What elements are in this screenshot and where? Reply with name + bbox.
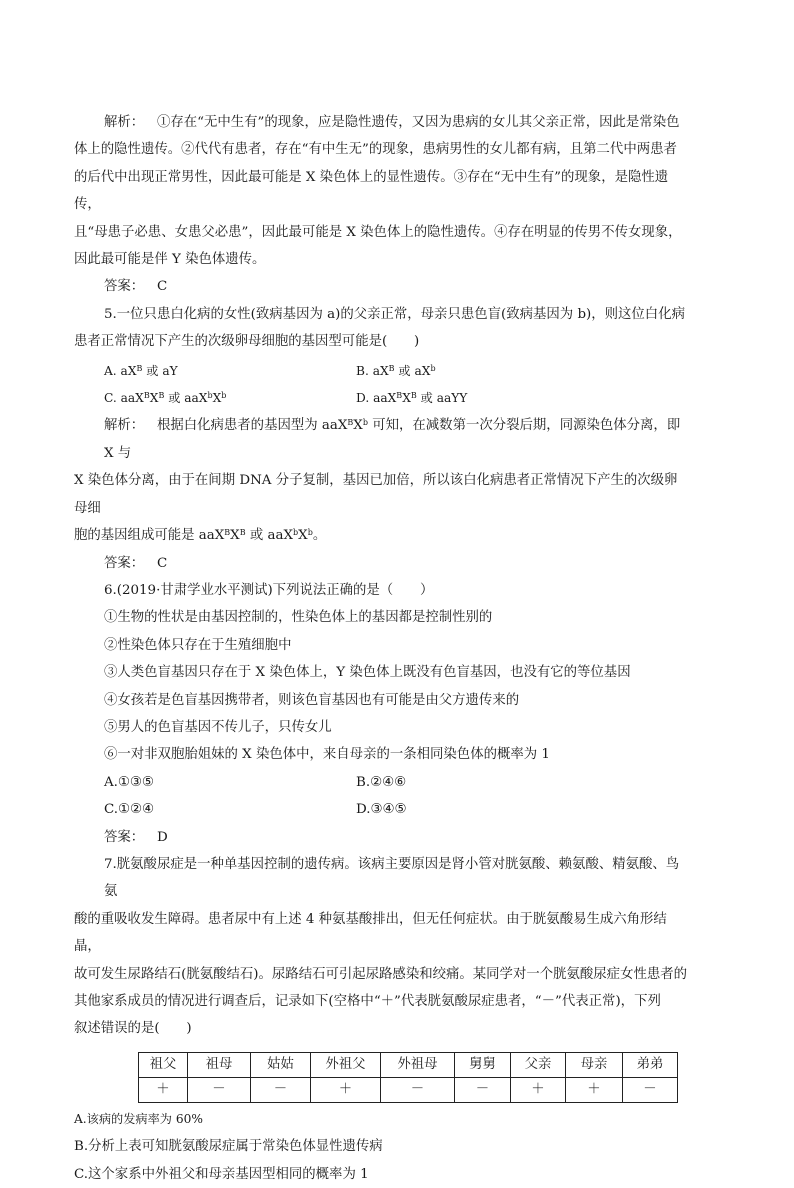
table-cell: －	[188, 1077, 251, 1102]
table-cell: －	[623, 1077, 678, 1102]
option-b: B. $aX^B$ 或 $aX^b$	[356, 363, 436, 378]
analysis-label: 解析：	[104, 115, 145, 130]
option-c: C.①②④	[104, 802, 155, 818]
table-header-cell: 父亲	[511, 1052, 566, 1077]
answer-1	[104, 273, 690, 300]
table-cell: ＋	[139, 1077, 188, 1102]
table-header-cell: 祖母	[188, 1052, 251, 1077]
statement: ⑥一对非双胞胎姐妹的 X 染色体中，来自母亲的一条相同染色体的概率为 1	[104, 747, 550, 763]
answer-label: 答案：	[104, 829, 145, 845]
table-header-cell: 姑姑	[251, 1052, 311, 1077]
analysis-1	[104, 109, 690, 136]
option-c: C. $aaX^BX^B$ 或 $aaX^bX^b$	[104, 391, 227, 406]
question-7-line: 其他家系成员的情况进行调查后，记录如下(空格中“＋”代表胱氨酸尿症患者，“－”代表正常)，下列	[74, 994, 661, 1009]
analysis-line: 体上的隐性遗传。②代代有患者，存在“有中生无”的现象，患病男性的女儿都有病，且第二代中两患者	[74, 142, 677, 158]
answer-value: D	[156, 829, 168, 845]
option-c: C.这个家系中外祖父和母亲基因型相同的概率为 1	[74, 1166, 369, 1182]
option-a: A. $aX^B$ 或 aY	[104, 363, 178, 378]
question-6-stem: 6.(2019·甘肃学业水平测试)下列说法正确的是（ ）	[104, 582, 434, 598]
option-d: D. $aaX^BX^B$ 或 aaYY	[356, 391, 468, 406]
question-7-line: 7.胱氨酸尿症是一种单基因控制的遗传病。该病主要原因是肾小管对胱氨酸、赖氨酸、精氨酸、鸟氨	[104, 856, 680, 900]
question-5-line: 患者正常情况下产生的次级卵母细胞的基因型可能是( )	[74, 334, 420, 350]
question-6-options-row	[104, 796, 690, 823]
question-7-line: 酸的重吸收发生障碍。患者尿中有上述 4 种氨基酸排出，但无任何症状。由于胱氨酸易生成六角形结晶，	[74, 911, 667, 955]
question-5-options-row	[104, 358, 690, 385]
answer-3	[104, 824, 690, 851]
table-cell: －	[381, 1077, 455, 1102]
table-cell: ＋	[511, 1077, 566, 1102]
analysis-line: 因此最可能是伴 Y 染色体遗传。	[74, 252, 266, 268]
option-a: A.该病的发病率为 60%	[74, 1111, 203, 1126]
answer-value: C	[156, 555, 168, 571]
analysis-line: 且“母患子必患、女患父必患”，因此最可能是 X 染色体上的隐性遗传。④存在明显的传男不传女现象，	[74, 224, 682, 240]
table-cell: －	[455, 1077, 511, 1102]
analysis-line: X 染色体分离，由于在间期 DNA 分子复制，基因已加倍，所以该白化病患者正常情况下产生的次级卵母细	[74, 473, 678, 516]
statement: ③人类色盲基因只存在于 X 染色体上，Y 染色体上既没有色盲基因，也没有它的等位基因	[104, 665, 631, 681]
option-d: D.③④⑤	[356, 802, 407, 818]
table-cell: －	[251, 1077, 311, 1102]
option-a: A.①③⑤	[104, 774, 154, 790]
table-cell: ＋	[566, 1077, 623, 1102]
statement: ②性染色体只存在于生殖细胞中	[104, 637, 292, 653]
answer-value: C	[156, 279, 168, 295]
table-header-cell: 弟弟	[623, 1052, 678, 1077]
option-b: B.②④⑥	[356, 774, 407, 790]
analysis-line: 胞的基因组成可能是 $aaX^BX^B$ 或 $aaX^bX^b$。	[74, 528, 327, 544]
analysis-label: 解析：	[104, 418, 145, 434]
table-header-cell: 外祖父	[311, 1052, 381, 1077]
analysis-2: 解析： 根据白化病患者的基因型为 $aaX^BX^b$ 可知，在减数第一次分裂后期，同源染色体分离，即 X 与	[104, 418, 681, 461]
table-header-row	[139, 1052, 678, 1077]
table-header-cell: 祖父	[139, 1052, 188, 1077]
statement: ①生物的性状是由基因控制的，性染色体上的基因都是控制性别的	[104, 610, 493, 626]
analysis-line: ①存在“无中生有”的现象，应是隐性遗传，又因为患病的女儿其父亲正常，因此是常染色	[156, 115, 680, 130]
answer-label: 答案：	[104, 555, 145, 571]
table-header-cell: 外祖母	[381, 1052, 455, 1077]
document-content	[74, 109, 690, 1188]
table-row	[139, 1077, 678, 1102]
question-5-options-row	[104, 385, 690, 412]
table-cell: ＋	[311, 1077, 381, 1102]
analysis-line: 的后代中出现正常男性，因此最可能是 X 染色体上的显性遗传。③存在“无中生有”的现象，是隐性遗传，	[74, 169, 669, 213]
statement: ④女孩若是色盲基因携带者，则该色盲基因也有可能是由父方遗传来的	[104, 692, 520, 708]
option-b: B.分析上表可知胱氨酸尿症属于常染色体显性遗传病	[74, 1139, 383, 1155]
statement: ⑤男人的色盲基因不传儿子，只传女儿	[104, 719, 332, 735]
question-5-line: 5.一位只患白化病的女性(致病基因为 a)的父亲正常，母亲只患色盲(致病基因为 b)，则这位白化病	[104, 306, 685, 322]
question-6-options-row	[104, 769, 690, 796]
family-survey-table	[138, 1052, 678, 1103]
question-7-line: 叙述错误的是( )	[74, 1021, 192, 1037]
question-7-line: 故可发生尿路结石(胱氨酸结石)。尿路结石可引起尿路感染和绞痛。某同学对一个胱氨酸尿症女性患者的	[74, 966, 688, 982]
answer-label: 答案：	[104, 279, 145, 295]
table-header-cell: 母亲	[566, 1052, 623, 1077]
answer-2	[104, 550, 690, 577]
table-header-cell: 舅舅	[455, 1052, 511, 1077]
